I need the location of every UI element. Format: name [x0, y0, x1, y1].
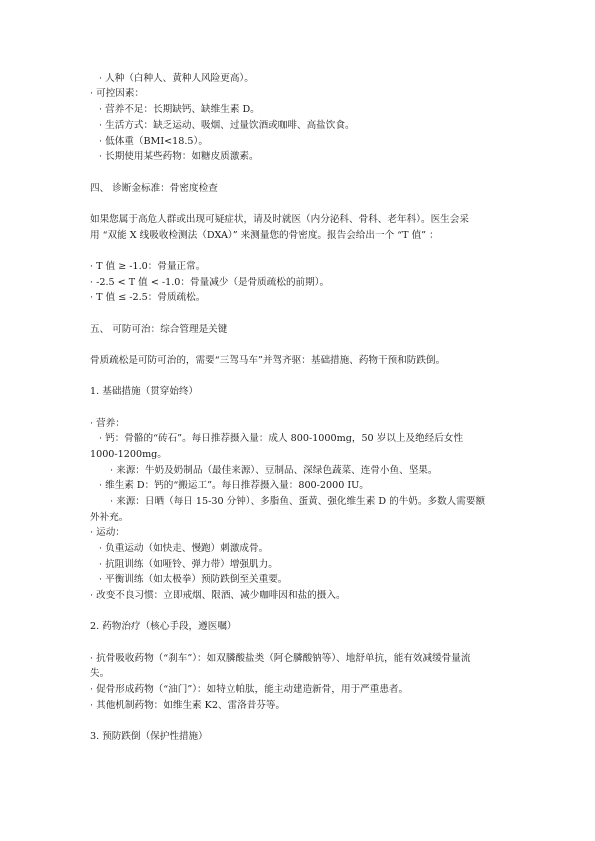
- balance-training: · 平衡训练（如太极拳）预防跌倒至关重要。: [99, 574, 288, 585]
- other-drugs: · 其他机制药物：如维生素 K2、雷洛昔芬等。: [90, 700, 286, 711]
- basic-measures-heading: 1. 基础措施（贯穿始终）: [90, 386, 199, 397]
- diagnosis-paragraph-line: 如果您属于高危人群或出现可疑症状，请及时就医（内分泌科、骨科、老年科）。医生会采: [90, 214, 469, 225]
- long-term-medication: · 长期使用某些药物：如糖皮质激素。: [99, 151, 259, 162]
- low-weight: · 低体重（BMI<18.5）。: [99, 136, 208, 147]
- race-item: · 人种（白种人、黄种人风险更高）。: [99, 73, 254, 84]
- weight-bearing-exercise: · 负重运动（如快走、慢跑）刺激成骨。: [99, 543, 269, 554]
- antiresorptive-drugs-continued: 失。: [90, 668, 110, 679]
- controllable-factors-heading: · 可控因素：: [90, 88, 145, 99]
- calcium-item-continued: 1000-1200mg。: [90, 449, 167, 460]
- habit-change: · 改变不良习惯：立即戒烟、限酒、减少咖啡因和盐的摄入。: [90, 590, 346, 601]
- nutrition-deficiency: · 营养不足：长期缺钙、缺维生素 D。: [99, 104, 260, 115]
- lifestyle: · 生活方式：缺乏运动、吸烟、过量饮酒或咖啡、高盐饮食。: [99, 120, 355, 131]
- anabolic-drugs: · 促骨形成药物（“油门”）：如特立帕肽，能主动建造新骨，用于严重患者。: [90, 684, 409, 695]
- section-five-heading: 五、 可防可治：综合管理是关键: [90, 324, 228, 335]
- resistance-training: · 抗阻训练（如哑铃、弹力带）增强肌力。: [99, 559, 278, 570]
- fall-prevention-heading: 3. 预防跌倒（保护性措施）: [90, 731, 208, 742]
- section-four-heading: 四、 诊断金标准：骨密度检查: [90, 183, 218, 194]
- antiresorptive-drugs: · 抗骨吸收药物（“刹车”）：如双膦酸盐类（阿仑膦酸钠等）、地舒单抗，能有效减缓骨量流: [90, 653, 471, 664]
- t-value-osteopenia: · -2.5 < T 值 < -1.0：骨量减少（是骨质疏松的前期）。: [90, 277, 330, 288]
- vitamin-d-sources-continued: 外补充。: [90, 512, 129, 523]
- exercise-heading: · 运动：: [90, 527, 125, 538]
- t-value-normal: · T 值 ≥ -1.0：骨量正常。: [90, 261, 206, 272]
- calcium-item: · 钙：骨骼的“砖石”。每日推荐摄入量：成人 800-1000mg，50 岁以上及绝经后女性: [99, 433, 464, 444]
- diagnosis-paragraph-line: 用 “双能 X 线吸收检测法（DXA）” 来测量您的骨密度。报告会给出一个 “T 值” ：: [90, 230, 439, 241]
- drug-therapy-heading: 2. 药物治疗（核心手段，遵医嘱）: [90, 621, 237, 632]
- management-intro: 骨质疏松是可防可治的，需要“三驾马车”并驾齐驱：基础措施、药物干预和防跌倒。: [90, 355, 446, 366]
- calcium-sources: · 来源：牛奶及奶制品（最佳来源）、豆制品、深绿色蔬菜、连骨小鱼、坚果。: [110, 465, 438, 476]
- vitamin-d-sources: · 来源：日晒（每日 15-30 分钟）、多脂鱼、蛋黄、强化维生素 D 的牛奶。多数人需要额: [110, 496, 486, 507]
- vitamin-d-item: · 维生素 D：钙的“搬运工”。每日推荐摄入量：800-2000 IU。: [99, 480, 369, 491]
- nutrition-heading: · 营养：: [90, 418, 125, 429]
- t-value-osteoporosis: · T 值 ≤ -2.5：骨质疏松。: [90, 292, 206, 303]
